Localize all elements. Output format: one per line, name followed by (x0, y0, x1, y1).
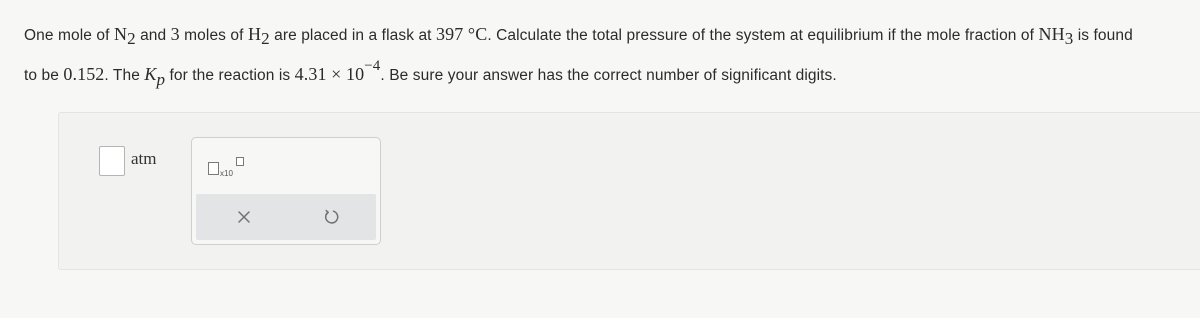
question-line-2 (24, 54, 1200, 94)
scientific-notation-label: x10 (220, 169, 233, 178)
question-fragment: is found (1073, 27, 1133, 44)
question-fragment: to be (24, 67, 64, 84)
question-fragment: . Calculate the total pressure of the system at equilibrium if the mole fraction of (487, 27, 1039, 44)
h2-base: H (247, 24, 262, 44)
x-icon (236, 209, 252, 225)
n2-subscript: 2 (127, 29, 136, 48)
kp-mantissa: 4.31 × 10 (294, 64, 365, 84)
nh3-base: NH (1038, 24, 1065, 44)
math-toolbox (191, 137, 381, 245)
kp-exponent: −4 (364, 58, 381, 74)
question-line-1 (24, 14, 1200, 54)
undo-icon (323, 208, 341, 226)
nh3-formula (1038, 24, 1074, 48)
question-fragment: moles of (179, 27, 248, 44)
moles-h2-number: 3 (170, 24, 180, 44)
h2-subscript: 2 (261, 29, 270, 48)
answer-input[interactable] (99, 146, 125, 176)
nh3-subscript: 3 (1064, 29, 1074, 48)
n2-base: N (113, 24, 128, 44)
question-fragment: and (135, 27, 171, 44)
h2-formula (247, 24, 270, 48)
n2-formula (113, 24, 136, 48)
toolbox-action-row (196, 194, 376, 240)
question-fragment: . Be sure your answer has the correct number of significant digits. (380, 67, 837, 84)
clear-button[interactable] (229, 202, 259, 232)
question-fragment: are placed in a flask at (269, 27, 436, 44)
scientific-notation-button[interactable] (204, 154, 256, 182)
kp-subscript: p (156, 70, 166, 89)
kp-k: K (144, 64, 157, 84)
reset-button[interactable] (317, 202, 347, 232)
question-fragment: for the reaction is (165, 67, 295, 84)
scientific-notation-icon (208, 162, 219, 175)
exponent-box-icon (236, 157, 244, 166)
kp-symbol (144, 64, 166, 89)
question-text (24, 14, 1200, 94)
kp-value (294, 58, 381, 84)
temperature-value: 397 °C (436, 24, 488, 44)
mole-fraction-value: 0.152 (63, 64, 105, 84)
question-fragment: One mole of (24, 27, 114, 44)
unit-label: atm (131, 149, 157, 168)
question-fragment: . The (104, 67, 145, 84)
